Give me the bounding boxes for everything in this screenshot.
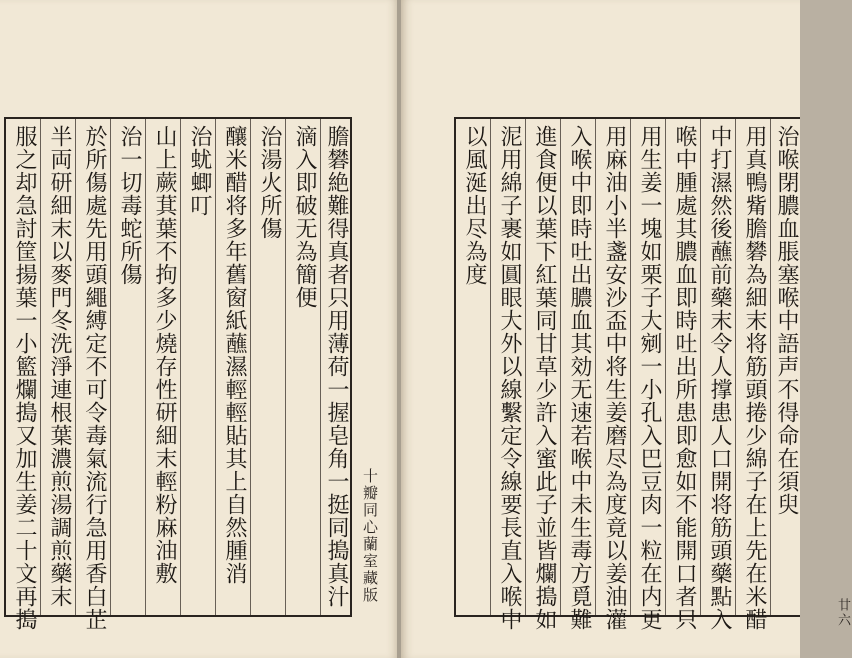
column-rule <box>735 119 736 615</box>
text-column: 以風涎出尽為度 <box>462 125 487 286</box>
column-rule <box>40 119 41 615</box>
left-page <box>0 0 399 658</box>
text-column: 用真鴨觜膽礬為細末将筋頭捲少綿子在上先在米醋 <box>742 125 767 631</box>
text-column: 喉中腫處其膿血即時吐出所患即愈如不能開口者只 <box>672 125 697 631</box>
column-rule <box>180 119 181 615</box>
text-column: 泥用綿子裹如圓眼大外以線繫定令線要長直入喉中 <box>497 125 522 631</box>
column-rule <box>560 119 561 615</box>
text-column: 服之却急討筐揚葉一小籃爛搗又加生姜二十文再搗 <box>12 125 37 631</box>
column-rule <box>490 119 491 615</box>
column-rule <box>215 119 216 615</box>
text-column: 膽礬絶難得真者只用薄荷一握皂角一挺同搗真汁 <box>324 125 349 608</box>
text-column: 用麻油小半盞安沙盃中将生姜磨尽為度竟以姜油灌 <box>602 125 627 631</box>
edition-note: 十瓣同心蘭室藏版 <box>361 468 379 604</box>
right-text-frame <box>454 117 800 631</box>
column-rule <box>250 119 251 615</box>
column-rule <box>770 119 771 615</box>
text-column: 治蚘蝍叮 <box>187 125 212 217</box>
page-number: 廿六 <box>835 598 850 628</box>
column-rule <box>525 119 526 615</box>
column-rule <box>700 119 701 615</box>
text-column: 中打濕然後蘸前藥末令人撑患人口開将筋頭藥點入 <box>707 125 732 631</box>
column-rule <box>75 119 76 615</box>
column-rule <box>630 119 631 615</box>
text-column: 入喉中即時吐出膿血其効无速若喉中未生毒方覓難 <box>567 125 592 631</box>
column-rule <box>285 119 286 615</box>
text-column: 於所傷處先用頭繩縛定不可令毒氣流行急用香白芷 <box>82 125 107 631</box>
column-rule <box>145 119 146 615</box>
column-rule <box>665 119 666 615</box>
column-rule <box>110 119 111 615</box>
text-column: 治湯火所傷 <box>257 125 282 240</box>
text-column: 進食便以葉下紅葉同甘草少許入蜜此子並皆爛搗如 <box>532 125 557 631</box>
column-rule <box>320 119 321 615</box>
text-column: 山上蕨萁葉不拘多少燒存性研細末輕粉麻油敷 <box>152 125 177 585</box>
left-text-frame <box>4 117 352 631</box>
text-column: 滴入即破无為簡便 <box>292 125 317 309</box>
text-column: 半両研細末以麥門冬洗淨連根葉濃煎湯調煎藥末 <box>47 125 72 608</box>
text-column: 釀米醋将多年舊窗紙蘸濕輕輕貼其上自然腫消 <box>222 125 247 585</box>
text-column: 治喉閉膿血脹塞喉中語声不得命在須臾 <box>774 125 799 516</box>
column-rule <box>595 119 596 615</box>
text-column: 用生姜一塊如栗子大剜一小孔入巴豆肉一粒在内更 <box>637 125 662 631</box>
text-column: 治一切毒蛇所傷 <box>117 125 142 286</box>
